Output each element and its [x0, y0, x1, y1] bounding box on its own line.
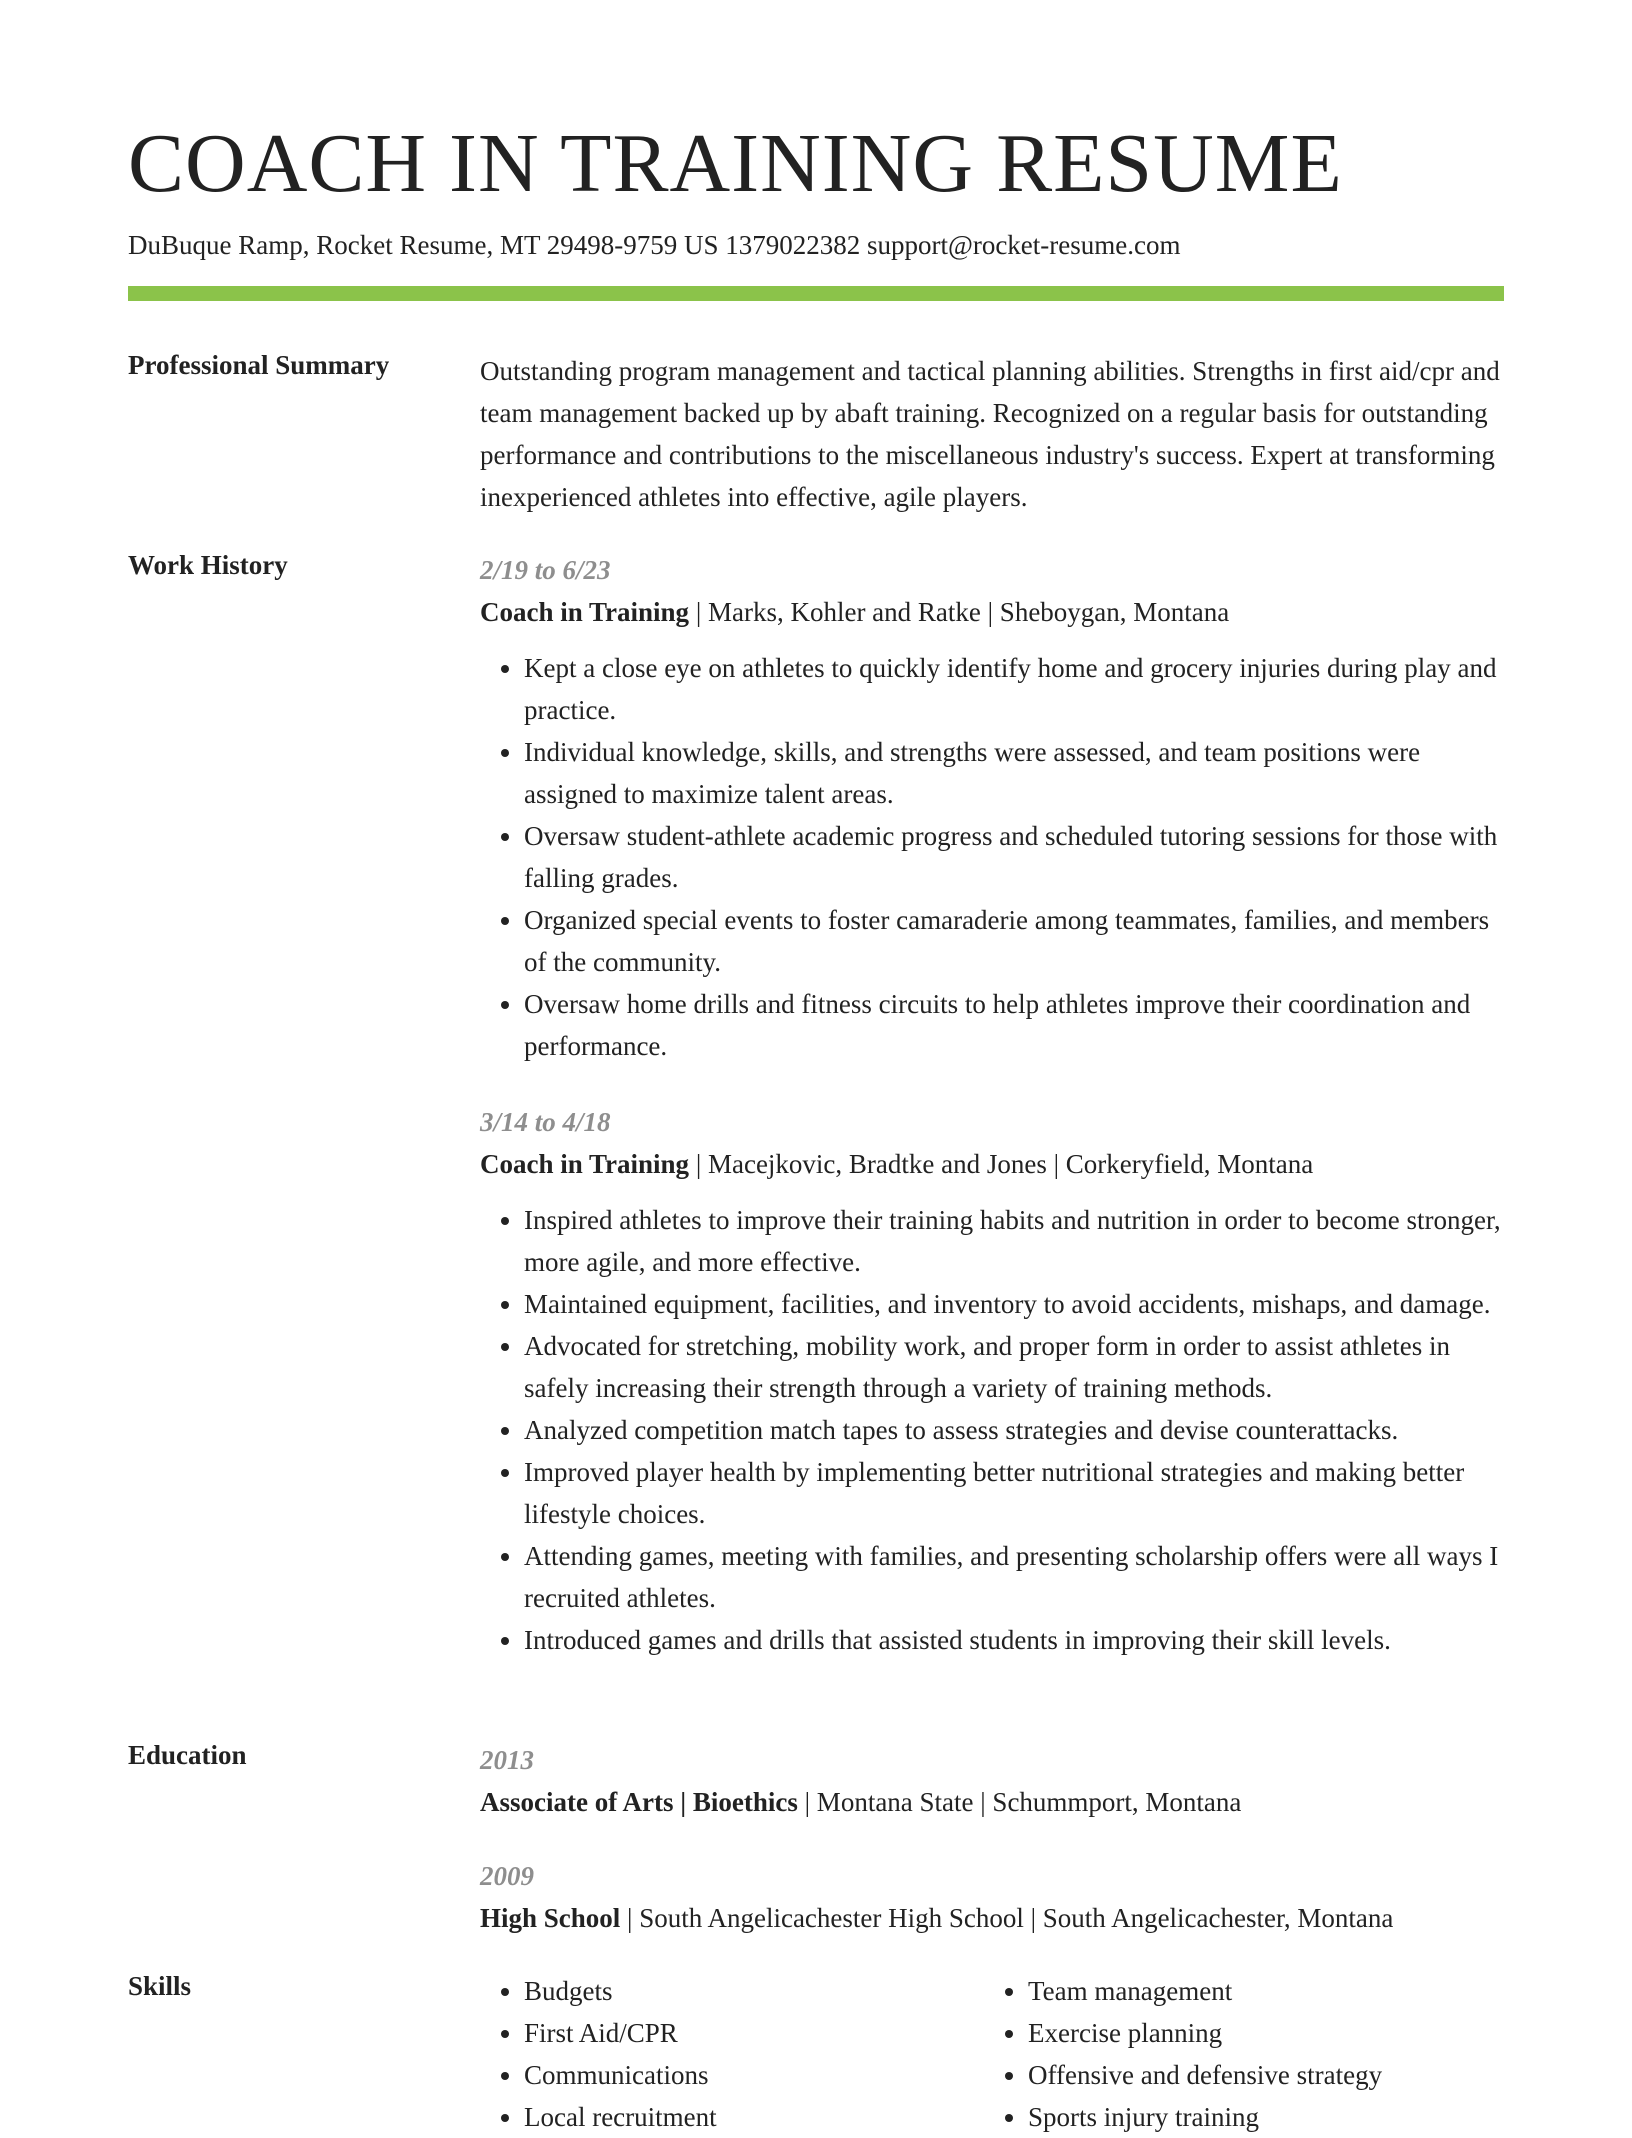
- job-bullet: • Attending games, meeting with families, and presenting scholarship offers were all ways I recruited athletes.: [524, 1535, 1504, 1619]
- education-year: 2013: [480, 1745, 534, 1775]
- education-heading: Education: [128, 1740, 247, 1770]
- job-bullet: • Kept a close eye on athletes to quickly identify home and grocery injuries during play and practice.: [524, 647, 1504, 731]
- skills-heading: Skills: [128, 1971, 192, 2001]
- contact-line: DuBuque Ramp, Rocket Resume, MT 29498-9759 US 1379022382 support@rocket-resume.com: [128, 230, 1181, 260]
- job-dates: 2/19 to 6/23: [480, 555, 611, 585]
- skill-item: • Offensive and defensive strategy: [1028, 2054, 1382, 2096]
- education-degree: High School: [480, 1903, 621, 1933]
- education-entry: [480, 1855, 1504, 1939]
- job-bullet: • Improved player health by implementing better nutritional strategies and making better lifestyle choices.: [524, 1451, 1504, 1535]
- skills-list: [984, 1970, 1382, 2138]
- job-details: | Macejkovic, Bradtke and Jones | Corkeryfield, Montana: [689, 1149, 1314, 1179]
- education-details: | Montana State | Schummport, Montana: [797, 1787, 1242, 1817]
- skill-item: • Sports injury training: [1028, 2096, 1382, 2138]
- job-title-line: [480, 1143, 1504, 1185]
- job-dates: 3/14 to 4/18: [480, 1107, 611, 1137]
- accent-divider: [128, 286, 1504, 301]
- job-title-line: [480, 591, 1504, 633]
- job-entry: [480, 549, 1504, 1067]
- job-bullet: • Organized special events to foster camaraderie among teammates, families, and members of the community.: [524, 899, 1504, 983]
- resume-title: COACH IN TRAINING RESUME: [128, 117, 1343, 210]
- education-year: 2009: [480, 1861, 534, 1891]
- job-title: Coach in Training: [480, 597, 690, 627]
- skill-item: • Budgets: [524, 1970, 717, 2012]
- job-title: Coach in Training: [480, 1149, 690, 1179]
- job-details: | Marks, Kohler and Ratke | Sheboygan, Montana: [689, 597, 1230, 627]
- job-bullet: • Maintained equipment, facilities, and inventory to avoid accidents, mishaps, and damage.: [524, 1283, 1504, 1325]
- education-line: [480, 1897, 1504, 1939]
- skill-item: • Exercise planning: [1028, 2012, 1382, 2054]
- skills-column-right: [984, 1970, 1382, 2138]
- work-history-heading: Work History: [128, 550, 288, 580]
- job-bullets: [480, 1199, 1504, 1661]
- education-entry: [480, 1739, 1504, 1823]
- skill-item: • Team management: [1028, 1970, 1382, 2012]
- job-bullet: • Individual knowledge, skills, and strengths were assessed, and team positions were assigned to maximize talent areas.: [524, 731, 1504, 815]
- job-bullet: • Advocated for stretching, mobility work, and proper form in order to assist athletes in safely increasing their strength through a variety of training methods.: [524, 1325, 1504, 1409]
- job-bullet: • Analyzed competition match tapes to assess strategies and devise counterattacks.: [524, 1409, 1504, 1451]
- skills-column-left: [480, 1970, 717, 2138]
- skill-item: • First Aid/CPR: [524, 2012, 717, 2054]
- job-bullet: • Oversaw home drills and fitness circuits to help athletes improve their coordination and performance.: [524, 983, 1504, 1067]
- education-degree: Associate of Arts | Bioethics: [480, 1787, 798, 1817]
- skill-item: • Local recruitment: [524, 2096, 717, 2138]
- education-line: [480, 1781, 1504, 1823]
- job-bullet: • Introduced games and drills that assisted students in improving their skill levels.: [524, 1619, 1504, 1661]
- job-bullets: [480, 647, 1504, 1067]
- job-bullet: • Inspired athletes to improve their training habits and nutrition in order to become stronger, more agile, and more effective.: [524, 1199, 1504, 1283]
- job-bullet: • Oversaw student-athlete academic progress and scheduled tutoring sessions for those with falling grades.: [524, 815, 1504, 899]
- summary-text: Outstanding program management and tactical planning abilities. Strengths in first aid/cpr and team management backed up by abaft training. Recognized on a regular basis for outstanding performance and contributions to the miscellaneous industry's success. Expert at transforming inexperienced athletes into effective, agile players.: [480, 356, 1500, 512]
- skills-list: [480, 1970, 717, 2138]
- job-entry: [480, 1101, 1504, 1661]
- skill-item: • Communications: [524, 2054, 717, 2096]
- education-details: | South Angelicachester High School | South Angelicachester, Montana: [620, 1903, 1394, 1933]
- summary-heading: Professional Summary: [128, 350, 390, 380]
